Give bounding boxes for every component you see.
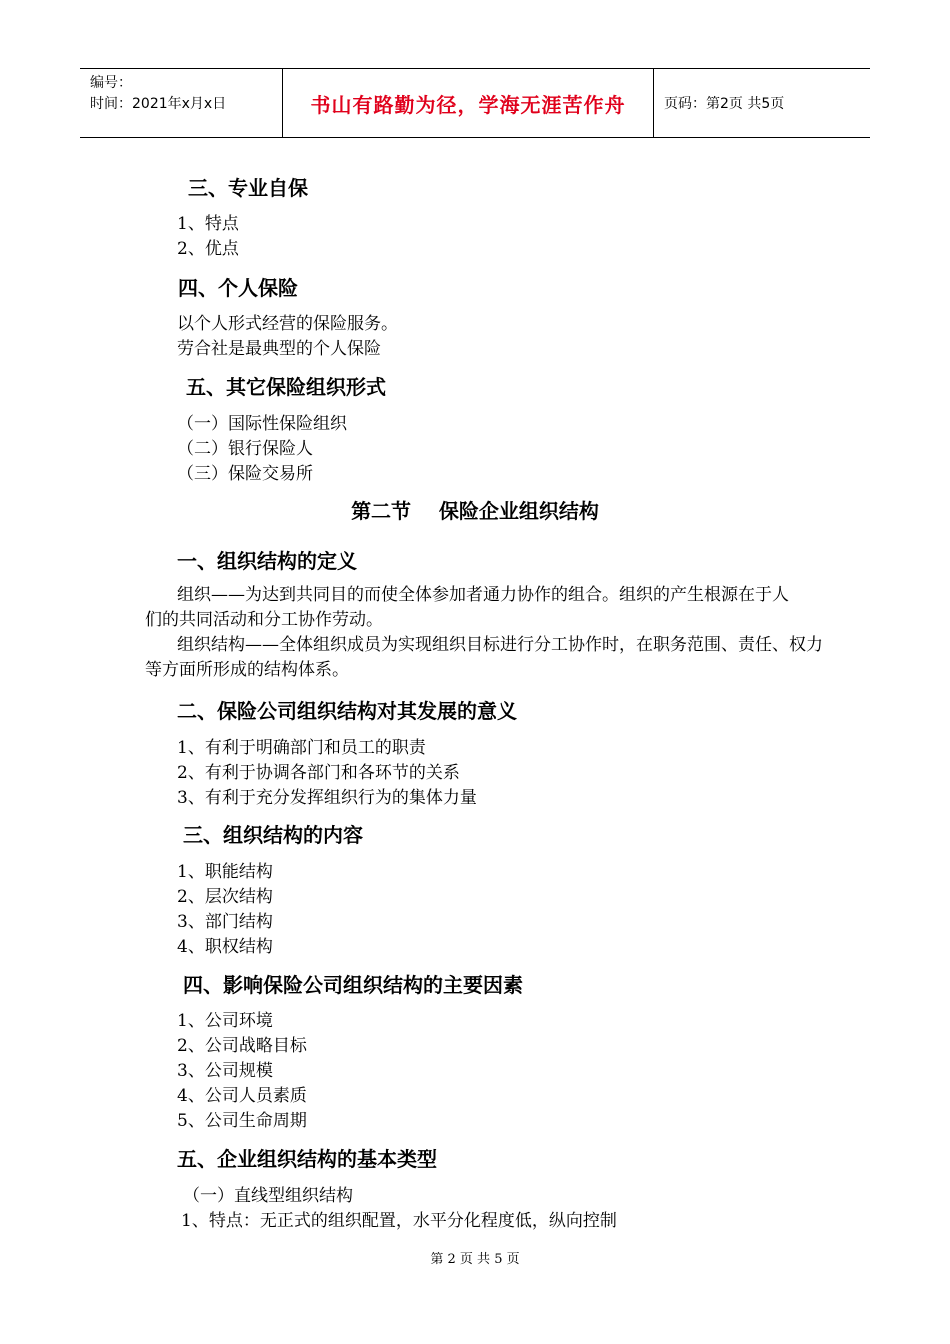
header-time: 时间：2021年x月x日	[90, 96, 227, 112]
sub-heading: （一）直线型组织结构	[183, 1186, 353, 1206]
text-line: 劳合社是最典型的个人保险	[177, 339, 381, 359]
list-item: （一）国际性保险组织	[177, 414, 347, 434]
list-item: 2、优点	[177, 239, 239, 259]
section-title: 三、专业自保	[188, 176, 308, 200]
list-item: （二）银行保险人	[177, 439, 313, 459]
list-item: 2、层次结构	[177, 887, 273, 907]
text-line: 以个人形式经营的保险服务。	[177, 314, 398, 334]
section-title: 五、其它保险组织形式	[186, 375, 386, 399]
section-title: 一、组织结构的定义	[177, 549, 357, 573]
header-number: 编号：	[90, 75, 132, 91]
text-line: 1、特点：无正式的组织配置，水平分化程度低，纵向控制	[181, 1211, 617, 1231]
list-item: 3、公司规模	[177, 1061, 273, 1081]
list-item: 1、职能结构	[177, 862, 273, 882]
page-header	[80, 68, 870, 138]
list-item: 2、公司战略目标	[177, 1036, 307, 1056]
list-item: 3、有利于充分发挥组织行为的集体力量	[177, 788, 477, 808]
list-item: 3、部门结构	[177, 912, 273, 932]
paragraph: 组织结构——全体组织成员为实现组织目标进行分工协作时，在职务范围、责任、权力等方面所形成的结构体系。	[145, 635, 823, 680]
section-title: 五、企业组织结构的基本类型	[177, 1147, 437, 1171]
list-item: （三）保险交易所	[177, 464, 313, 484]
header-page-info: 页码：第2页 共5页	[664, 96, 785, 112]
list-item: 4、公司人员素质	[177, 1086, 307, 1106]
header-meta	[80, 69, 282, 137]
list-item: 2、有利于协调各部门和各环节的关系	[177, 763, 460, 783]
chapter-title: 第二节 保险企业组织结构	[351, 499, 599, 523]
section-title: 三、组织结构的内容	[183, 823, 363, 847]
list-item: 1、有利于明确部门和员工的职责	[177, 738, 426, 758]
paragraph: 组织——为达到共同目的而使全体参加者通力协作的组合。组织的产生根源在于人们的共同活动和分工协作劳动。	[145, 585, 789, 630]
list-item: 1、特点	[177, 214, 239, 234]
section-title: 二、保险公司组织结构对其发展的意义	[177, 699, 517, 723]
page-footer: 第 2 页 共 5 页	[430, 1252, 520, 1267]
section-title: 四、影响保险公司组织结构的主要因素	[183, 973, 523, 997]
header-motto: 书山有路勤为径，学海无涯苦作舟	[282, 69, 654, 137]
list-item: 1、公司环境	[177, 1011, 273, 1031]
list-item: 5、公司生命周期	[177, 1111, 307, 1131]
list-item: 4、职权结构	[177, 937, 273, 957]
section-title: 四、个人保险	[178, 276, 298, 300]
